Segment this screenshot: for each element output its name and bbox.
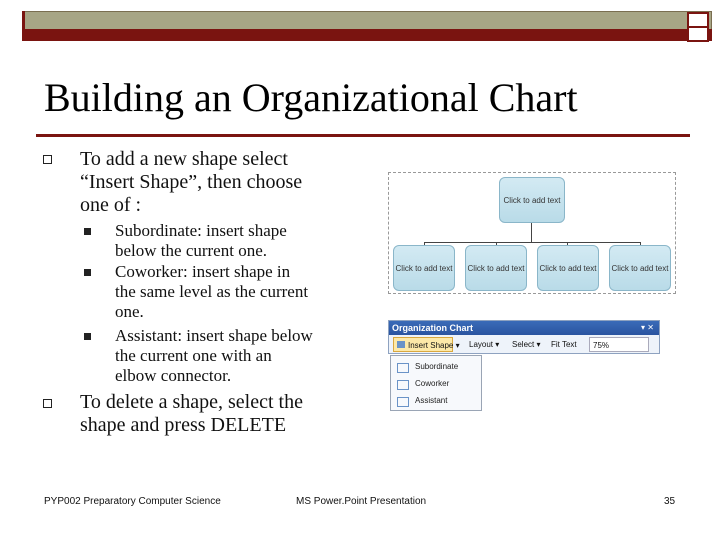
- sub-bullet-marker: [84, 333, 91, 340]
- header-corner-box: [687, 12, 709, 28]
- bullet-line: To add a new shape select: [80, 148, 288, 170]
- sub-bullet-marker: [84, 228, 91, 235]
- insert-shape-label: Insert Shape: [408, 341, 454, 350]
- bullet-line: shape and press DELETE: [80, 414, 287, 436]
- org-connector: [424, 242, 640, 243]
- org-child-box[interactable]: Click to add text: [609, 245, 671, 291]
- select-button[interactable]: Select ▾: [512, 340, 541, 349]
- footer-page-number: 35: [664, 496, 676, 507]
- fit-text-button[interactable]: [551, 337, 577, 352]
- subordinate-icon: [397, 363, 409, 373]
- org-child-box[interactable]: Click to add text: [465, 245, 527, 291]
- header-stripe: [22, 29, 712, 41]
- sub-bullet-line: the current one with an: [115, 346, 272, 365]
- coworker-icon: [397, 380, 409, 390]
- fit-text-label: Fit Text: [551, 340, 577, 349]
- menu-item-label: Assistant: [415, 396, 448, 405]
- bullet-marker: [43, 399, 52, 408]
- sub-bullet-line: Subordinate: insert shape: [115, 221, 287, 240]
- toolbar-close-icon[interactable]: ▾ ✕: [641, 323, 654, 332]
- bullet-line: To delete a shape, select the: [80, 391, 303, 413]
- menu-item-label: Coworker: [415, 379, 450, 388]
- bullet-text: [80, 148, 302, 217]
- header-corner-box-lower: [687, 28, 709, 42]
- header-left-edge: [22, 11, 25, 41]
- org-chart-frame: [388, 172, 676, 294]
- zoom-value: 75%: [593, 341, 610, 350]
- insert-shape-menu: [390, 355, 482, 411]
- assistant-icon: [397, 397, 409, 407]
- menu-item-assistant[interactable]: [391, 394, 481, 408]
- slide-title: Building an Organizational Chart: [44, 75, 578, 120]
- toolbar-title: Organization Chart: [389, 321, 659, 335]
- org-chart-toolbar: [388, 320, 660, 354]
- sub-bullet-text: [115, 262, 308, 322]
- sub-bullet-line: the same level as the current: [115, 282, 309, 301]
- footer-presentation: MS Power.Point Presentation: [296, 496, 427, 507]
- bullet-marker: [43, 155, 52, 164]
- insert-shape-button[interactable]: Insert Shape ▾: [393, 337, 453, 352]
- sub-bullet-marker: [84, 269, 91, 276]
- menu-item-coworker[interactable]: [391, 377, 481, 391]
- sub-bullet-text: [115, 326, 313, 386]
- bullet-line: “Insert Shape”, then choose: [80, 171, 303, 193]
- sub-bullet-line: elbow connector.: [115, 366, 232, 385]
- select-label: Select: [512, 340, 535, 349]
- bullet-line: one of :: [80, 194, 142, 216]
- bullet-text: [80, 391, 303, 437]
- sub-bullet-line: one.: [115, 302, 144, 321]
- sub-bullet-line: Coworker: insert shape in: [115, 262, 291, 281]
- org-child-box[interactable]: Click to add text: [537, 245, 599, 291]
- footer-course: PYP002 Preparatory Computer Science: [44, 496, 221, 507]
- sub-bullet-text: [115, 221, 287, 261]
- menu-item-subordinate[interactable]: [391, 360, 481, 374]
- org-connector: [531, 223, 532, 242]
- title-underline: [36, 134, 690, 137]
- zoom-select[interactable]: [589, 337, 649, 352]
- layout-button[interactable]: Layout ▾: [469, 340, 500, 349]
- layout-label: Layout: [469, 340, 494, 349]
- org-child-box[interactable]: Click to add text: [393, 245, 455, 291]
- sub-bullet-line: Assistant: insert shape below: [115, 326, 313, 345]
- insert-shape-icon: [397, 341, 405, 348]
- menu-item-label: Subordinate: [415, 362, 459, 371]
- sub-bullet-line: below the current one.: [115, 241, 267, 260]
- org-top-box[interactable]: Click to add text: [499, 177, 565, 223]
